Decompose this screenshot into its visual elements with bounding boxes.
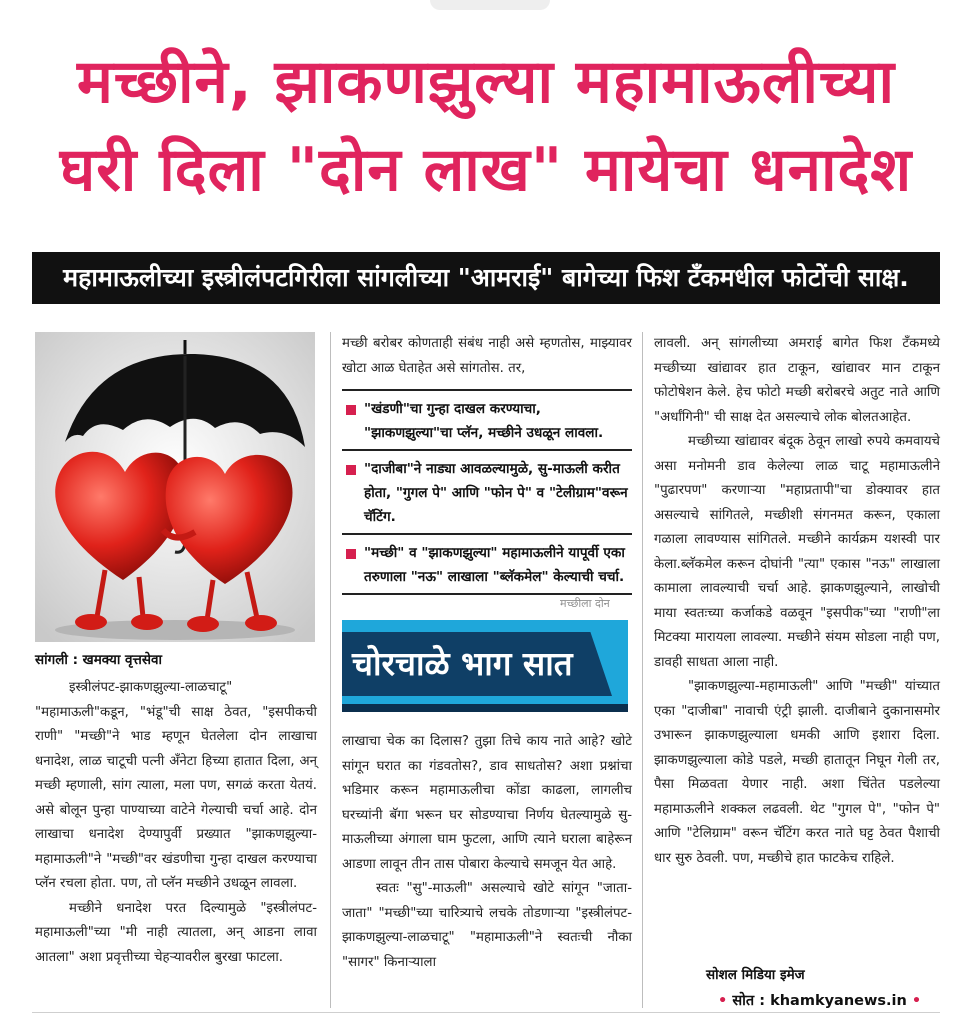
headline-line-1: मच्छीने, झाकणझुल्या महामाऊलीच्या — [76, 47, 896, 117]
bullet-text: "दाजीबा"ने नाड्या आवळल्यामुळे, सु-माऊली करीत होता, "गुगल पे" आणि "फोन पे" व "टेलीग्राम"वरून चॅटिंग. — [364, 461, 628, 525]
series-banner — [342, 620, 628, 712]
column-3 — [654, 332, 940, 871]
column-2-intro: मच्छी बरोबर कोणताही संबंध नाही असे म्हणतोस, माझ्यावर खोटा आळ घेताहेत असे सांगतोस. तर, — [342, 336, 632, 376]
bullet-square-icon — [346, 405, 356, 415]
bullet-dot-icon: • — [911, 993, 922, 1009]
banner-title: चोरचाळे भाग सात — [352, 644, 573, 683]
bullet-text: "खंडणी"चा गुन्हा दाखल करण्याचा, "झाकणझुल्या"चा प्लॅन, मच्छीने उधळून लावला. — [364, 401, 604, 441]
highlight-bullet — [342, 449, 632, 533]
faded-text: मच्छीला दोन — [560, 597, 610, 610]
highlight-bullets — [342, 389, 632, 595]
highlight-bullet — [342, 389, 632, 449]
umbrella-hearts-illustration — [35, 332, 315, 642]
column-3-paragraph-1: लावली. अन् सांगलीच्या अमराई बागेत फिश टॅंकमध्ये मच्छीच्या खांद्यावर हात टाकून, खांद्यावर मान टाकून फोटोषेशन केले. हेच फोटो मच्छी बरोबरचे अतुट नाते आणि "अर्धांगिनी" ची साक्ष देत असल्याचे लोक बोलतआहेत. — [654, 336, 940, 425]
subheadline-bar: महामाऊलीच्या इस्त्रीलंपटगिरीला सांगलीच्या "आमराई" बागेच्या फिश टॅंकमधील फोटोंची साक्ष. — [32, 252, 940, 304]
bottom-rule — [32, 1012, 940, 1013]
source-site: khamkyanews.in — [770, 993, 907, 1009]
bullet-dot-icon: • — [718, 993, 728, 1009]
headline-line-2: घरी दिला "दोन लाख" मायेचा धनादेश — [59, 135, 913, 205]
column-1-paragraph-1: इस्त्रीलंपट-झाकणझुल्या-लाळचाटू" "महामाऊली"कडून, "भंडू"ची साक्ष ठेवत, "इसपीकची राणी" "मच्छी"ने भाड म्हणून घेतलेला दोन लाखाचा धनादेश, लाळ चाटूची पत्नी अँनेटा हिच्या हातात दिला, अन् मच्छी म्हणाली, सांग त्याला, मला पण, सगळं करता येतयं. असे बोलून पुन्हा पाण्याच्या वाटेने गेल्याची चर्चा आहे. दोन लाखाचा धनादेश देण्यापुर्वी प्रख्यात "झाकणझुल्या-महामाऊली"ने "मच्छी"वर खंडणीचा गुन्हा दाखल करण्याचा प्लॅन रचला होता. पण, तो प्लॅन मच्छीने उधळून लावला. — [35, 680, 317, 891]
news-credit: सांगली : खमक्या वृत्तसेवा — [35, 652, 162, 668]
column-2-body — [342, 730, 632, 975]
source-label: सोत : — [732, 993, 766, 1009]
bullet-text: "मच्छी" व "झाकणझुल्या" महामाऊलीने यापूर्वी एका तरुणाला "नऊ" लाखाला "ब्लॅकमेल" केल्याची चर्चा. — [364, 545, 625, 585]
umbrella-hearts-photo — [35, 332, 315, 642]
column-3-paragraph-3: "झाकणझुल्या-महामाऊली" आणि "मच्छी" यांच्यात एका "दाजीबा" नावाची एंट्री झाली. दाजीबाने दुकानासमोर उभारून झाकणझुल्याला धमकी आणि इशारा दिला. झाकणझुल्याला कोडे पडले, मच्छी हातातून निघून गेली तर, पैसा मिळवता येणार नाही. अशा चिंतेत पडलेल्या महामाऊलीने शक्कल लढवली. थेट "गुगल पे", "फोन पे" आणि "टेलिग्राम" वरून चॅटिंग करत नाते घट्ट ठेवत पैशाची धार सुरु ठेवली. पण, मच्छीचे हात फाटकेच राहिले. — [654, 679, 940, 866]
column-2-paragraph-1: लाखाचा चेक का दिलास? तुझा तिचे काय नाते आहे? खोटे सांगून घरात का गंडवतोस?, डाव साधतोस? अशा प्रश्नांचा भडिमार करून महामाऊलीचा कोंडा काढला, लागलीच घरच्यांनी बॅगा भरून घर सोडण्याचा निर्णय घेतल्यामुळे सु-माऊलीच्या अंगाला घाम फुटला, आणि त्याने घराला बाहेरून आडणा लावून तीन तास पोबारा केल्याचे समजून येत आहे. — [342, 734, 632, 872]
column-3-paragraph-2: मच्छीच्या खांद्यावर बंदूक ठेवून लाखो रुपये कमवायचे असा मनोमनी डाव केलेल्या लाळ चाटू महामाऊलीने "पुढारपण" करणाऱ्या "महाप्रतापी"चा डोक्यावर हात असल्याचे सांगितले, मच्छीशी संगनमत करून, एकाला गळाला लावण्यास सांगितले. मच्छीने कार्यक्रम यशस्वी पार केला.ब्लॅकमेल करून दोघांनी "त्या" एकास "नऊ" लाखाला कामाला लावल्याची चर्चा आहे. झाकणझुल्याने, लाखोची माया स्वतःच्या कर्जाकडे वळवून "इसपीक"च्या "राणी"ला मिटक्या मारायला लावल्या. मच्छीने संयम सोडला नाही पण, डावही साधता आला नाही. — [654, 434, 940, 670]
column-2-top — [342, 332, 632, 381]
bullet-square-icon — [346, 549, 356, 559]
column-2-paragraph-2: स्वतः "सु"-माऊली" असल्याचे खोटे सांगून "जाता-जाता" "मच्छी"च्या चारित्र्याचे लचके तोडणाऱ्या "इस्त्रीलंपट-झाकणझुल्या-लाळचाटू" "महामाऊली"ने स्वतःची नौका "सागर" किनाऱ्याला — [342, 881, 632, 970]
column-divider-2 — [642, 332, 643, 1008]
column-1-paragraph-2: मच्छीने धनादेश परत दिल्यामुळे "इस्त्रीलंपट-महामाऊली"च्या "मी नाही त्यातला, अन् आडना लावा आतला" अशा प्रवृत्तीच्या चेहऱ्यावरील बुरखा फाटला. — [35, 900, 317, 965]
column-divider-1 — [330, 332, 331, 1008]
source-line — [718, 990, 921, 1010]
social-media-label: सोशल मिडिया इमेज — [706, 967, 805, 983]
highlight-bullet — [342, 533, 632, 595]
headline — [0, 38, 972, 214]
top-decoration — [430, 0, 550, 10]
banner-stripe — [342, 704, 628, 712]
column-1 — [35, 676, 317, 970]
bullet-square-icon — [346, 465, 356, 475]
